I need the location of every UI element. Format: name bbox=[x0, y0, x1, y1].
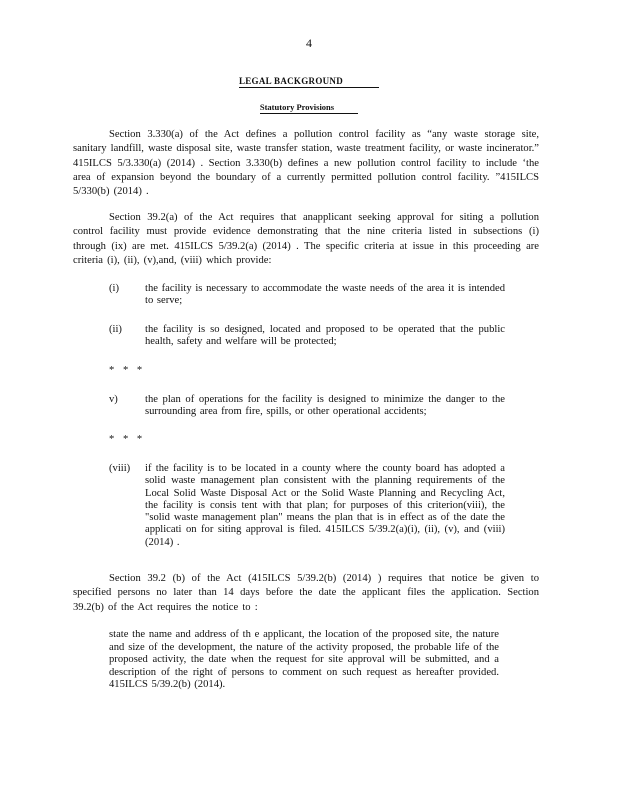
paragraph-notice: Section 39.2 (b) of the Act (415ILCS 5/39.2(b) (2014) ) requires that notice be given to specified persons no later than 14 days before the date the applicant files the application. Section 39.2(b) of the Act requires the notice to : bbox=[73, 573, 539, 613]
section-heading-text: LEGAL BACKGROUND bbox=[239, 76, 379, 88]
criterion-text: the facility is necessary to accommodate the waste needs of the area it is intended to serve; bbox=[145, 283, 505, 307]
criterion-number: (i) bbox=[109, 283, 119, 294]
omission-marker: * * * bbox=[109, 434, 146, 445]
criterion-number: v) bbox=[109, 394, 118, 405]
criterion-number: (viii) bbox=[109, 463, 131, 474]
paragraph-definition: Section 3.330(a) of the Act defines a pollution control facility as “any waste storage site, sanitary landfill, waste disposal site, waste transfer station, waste treatment facility, or waste incinerator.” 415ILCS 5/3.330(a) (2014) . Section 3.330(b) defines a new pollution control facility to include ‘the area of expansion beyond the boundary of a currently permitted pollution control facility. ”415ILCS 5/330(b) (2014) . bbox=[73, 129, 539, 198]
section-subheading-text: Statutory Provisions bbox=[260, 102, 358, 114]
page-number: 4 bbox=[306, 36, 312, 50]
criterion-text: if the facility is to be located in a county where the county board has adopted a solid waste management plan consistent with the planning requirements of the Local Solid Waste Disposal Act or the Solid Waste Planning and Recycling Act, the facility is consis tent with that plan; for purposes of this criterion(viii), the "solid waste management plan" means the plan that is in effect as of the date the applicati on for siting approval is filed. 415ILCS 5/39.2(a)(i), (ii), (v), and (viii) (2014) . bbox=[145, 463, 505, 548]
paragraph-criteria-intro: Section 39.2(a) of the Act requires that anapplicant seeking approval for siting a pollution control facility must provide evidence demonstrating that the nine criteria listed in subsections (i) through (ix) are met. 415ILCS 5/39.2(a) (2014) . The specific criteria at issue in this proceeding are criteria (i), (ii), (v),and, (viii) which provide: bbox=[73, 212, 539, 266]
block-quote: state the name and address of th e applicant, the location of the proposed site, the nature and size of the development, the nature of the activity proposed, the probable life of the proposed activity, the date when the request for site approval will be submitted, and a description of the right of persons to comment on such request as hereafter provided. 415ILCS 5/39.2(b) (2014). bbox=[109, 629, 499, 690]
criterion-text: the plan of operations for the facility is designed to minimize the danger to the surrounding area from fire, spills, or other operational accidents; bbox=[145, 394, 505, 418]
section-heading bbox=[0, 76, 618, 88]
criterion-text: the facility is so designed, located and proposed to be operated that the public health, safety and welfare will be protected; bbox=[145, 324, 505, 348]
criterion-number: (ii) bbox=[109, 324, 122, 335]
omission-marker: * * * bbox=[109, 365, 146, 376]
section-subheading bbox=[0, 102, 618, 114]
